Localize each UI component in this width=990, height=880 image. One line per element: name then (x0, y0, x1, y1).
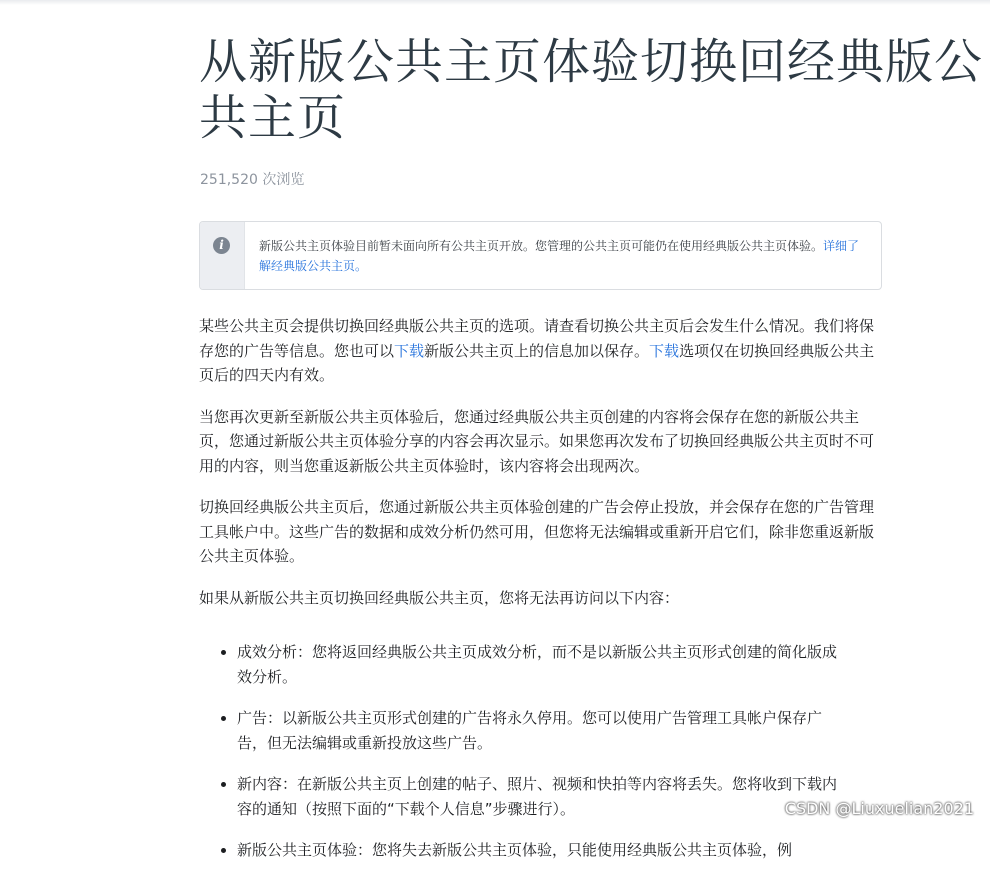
list-item: 新内容：在新版公共主页上创建的帖子、照片、视频和快拍等内容将丢失。您将收到下载内容的通知（按照下面的“下载个人信息”步骤进行）。 (237, 772, 837, 821)
list-item: 成效分析：您将返回经典版公共主页成效分析，而不是以新版公共主页形式创建的简化版成效分析。 (237, 640, 837, 689)
paragraph-1-text-a: 某些公共主页会提供切换回经典版公共主页的选项。请查看切换公共主页后会发生什么情况。我们将保存您的广告等信息。您也可以 (199, 317, 875, 360)
learn-more-link[interactable]: 详细了解经典版公共主页。 (259, 239, 860, 273)
paragraph-3: 切换回经典版公共主页后，您通过新版公共主页体验创建的广告会停止投放，并会保存在您的广告管理工具帐户中。这些广告的数据和成效分析仍然可用，但您将无法编辑或重新开启它们，除非您重返新版公共主页体验。 (199, 498, 875, 565)
list-item: 广告：以新版公共主页形式创建的广告将永久停用。您可以使用广告管理工具帐户保存广告，但无法编辑或重新投放这些广告。 (237, 706, 837, 755)
paragraph-1-text-b: 新版公共主页上的信息加以保存。 (424, 341, 650, 360)
notice-text (259, 236, 869, 276)
paragraph-2: 当您再次更新至新版公共主页体验后，您通过经典版公共主页创建的内容将会保存在您的新版公共主页，您通过新版公共主页体验分享的内容会再次显示。如果您再次发布了切换回经典版公共主页时不可用的内容，则当您重返新版公共主页体验时，该内容将会出现两次。 (199, 407, 875, 475)
notice-sidebar (200, 222, 245, 289)
download-link[interactable]: 下载 (394, 341, 425, 360)
paragraph-1 (199, 314, 884, 388)
notice-message: 新版公共主页体验目前暂未面向所有公共主页开放。您管理的公共主页可能仍在使用经典版公共主页体验。 (259, 239, 824, 253)
download-option-link[interactable]: 下载 (649, 341, 680, 360)
lost-content-list (199, 640, 837, 863)
page-title: 从新版公共主页体验切换回经典版公共主页 (199, 34, 984, 146)
watermark: CSDN @Liuxuelian2021 (784, 799, 974, 818)
top-shadow-bar (0, 0, 990, 5)
notice-box (199, 221, 882, 290)
info-icon: i (213, 237, 230, 254)
list-item: 新版公共主页体验：您将失去新版公共主页体验，只能使用经典版公共主页体验，例 (237, 838, 837, 863)
view-count: 251,520 次浏览 (200, 172, 305, 188)
paragraph-1-text-c: 选项仅在切换回经典版公共主页后的四天内有效。 (199, 341, 875, 384)
article-body (199, 314, 884, 880)
paragraph-4: 如果从新版公共主页切换回经典版公共主页，您将无法再访问以下内容： (199, 588, 680, 607)
